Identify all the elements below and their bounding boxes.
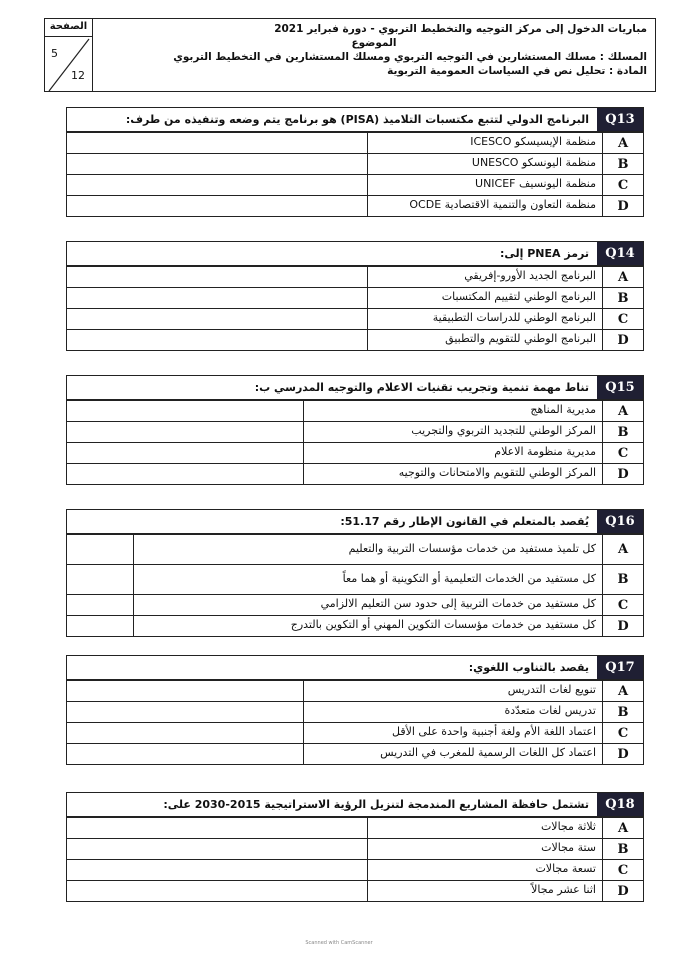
option-text: البرنامج الوطني للدراسات التطبيقية — [367, 309, 603, 329]
question-header — [67, 242, 643, 266]
subject-line: المادة : تحليل نص في السياسات العمومية التربوية — [387, 65, 647, 77]
option-text: المركز الوطني للتجديد التربوي والتجريب — [303, 422, 603, 442]
option-text: اعتماد كل اللغات الرسمية للمغرب في التدريس — [303, 744, 603, 764]
option-letter: C — [617, 862, 629, 878]
option-text: كل مستفيد من خدمات التربية إلى حدود سن التعليم الالزامي — [133, 595, 603, 615]
question-block — [66, 375, 644, 485]
question-number: Q18 — [597, 793, 643, 816]
option-text: كل تلميذ مستفيد من خدمات مؤسسات التربية والتعليم — [133, 535, 603, 564]
option-letter: C — [617, 311, 629, 327]
header-text — [101, 22, 647, 78]
option-letter: B — [617, 704, 629, 720]
question-block — [66, 107, 644, 217]
page-divider-slash — [45, 37, 93, 93]
option-text: ثلاثة مجالات — [367, 818, 603, 838]
exam-header — [44, 18, 656, 92]
answer-option[interactable] — [67, 534, 643, 564]
question-block — [66, 792, 644, 902]
track-line: المسلك : مسلك المستشارين في التوجيه التربوي ومسلك المستشارين في التخطيط التربوي — [173, 51, 647, 63]
option-text: مديرية منظومة الاعلام — [303, 443, 603, 463]
answer-option[interactable] — [67, 195, 643, 216]
answer-option[interactable] — [67, 743, 643, 764]
option-letter: C — [617, 445, 629, 461]
option-text: تدريس لغات متعدّدة — [303, 702, 603, 722]
option-text: كل مستفيد من الخدمات التعليمية أو التكوينية أو هما معاً — [133, 565, 603, 594]
option-letter: B — [617, 841, 629, 857]
answer-option[interactable] — [67, 174, 643, 195]
option-letter: C — [617, 597, 629, 613]
option-letter: B — [617, 424, 629, 440]
question-text: ترمز PNEA إلى: — [499, 247, 589, 260]
question-text: البرنامج الدولي لتتبع مكتسبات التلاميذ (PISA) هو برنامج يتم وضعه وتنفيذه من طرف: — [125, 113, 589, 126]
question-number: Q13 — [597, 108, 643, 131]
answer-option[interactable] — [67, 838, 643, 859]
option-letter: B — [617, 290, 629, 306]
question-header — [67, 793, 643, 817]
question-text: يقصد بالتناوب اللغوي: — [468, 661, 589, 674]
answer-option[interactable] — [67, 153, 643, 174]
answer-option[interactable] — [67, 463, 643, 484]
answer-option[interactable] — [67, 266, 643, 287]
page-number-box — [45, 19, 93, 91]
option-text: البرنامج الوطني للتقويم والتطبيق — [367, 330, 603, 350]
answer-option[interactable] — [67, 680, 643, 701]
option-letter: D — [617, 198, 629, 214]
option-text: المركز الوطني للتقويم والامتحانات والتوجيه — [303, 464, 603, 484]
answer-option[interactable] — [67, 722, 643, 743]
question-block — [66, 241, 644, 351]
question-number: Q14 — [597, 242, 643, 265]
page-label: الصفحة — [45, 19, 92, 37]
option-text: مديرية المناهج — [303, 401, 603, 421]
option-text: منظمة اليونسيف UNICEF — [367, 175, 603, 195]
question-text: تشتمل حافظة المشاريع المندمجة لتنزيل الرؤية الاستراتيجية 2015-2030 على: — [163, 798, 589, 811]
page-current: 5 — [51, 47, 58, 60]
answer-option[interactable] — [67, 615, 643, 636]
subject-heading: الموضوع — [351, 37, 397, 49]
option-letter: D — [617, 466, 629, 482]
option-letter: D — [617, 883, 629, 899]
question-number: Q17 — [597, 656, 643, 679]
option-letter: D — [617, 618, 629, 634]
option-text: البرنامج الوطني لتقييم المكتسبات — [367, 288, 603, 308]
question-header — [67, 376, 643, 400]
question-text: تناط مهمة تنمية وتجريب تقنيات الاعلام والتوجيه المدرسي ب: — [254, 381, 589, 394]
option-text: اثنا عشر مجالاً — [367, 881, 603, 901]
answer-option[interactable] — [67, 400, 643, 421]
question-number: Q15 — [597, 376, 643, 399]
answer-option[interactable] — [67, 817, 643, 838]
question-header — [67, 108, 643, 132]
answer-option[interactable] — [67, 701, 643, 722]
option-text: اعتماد اللغة الأم ولغة أجنبية واحدة على الأقل — [303, 723, 603, 743]
answer-option[interactable] — [67, 594, 643, 615]
option-letter: A — [617, 403, 629, 419]
option-letter: A — [617, 135, 629, 151]
option-text: منظمة اليونسكو UNESCO — [367, 154, 603, 174]
option-letter: D — [617, 746, 629, 762]
answer-option[interactable] — [67, 132, 643, 153]
question-text: يُقصد بالمتعلم في القانون الإطار رقم 51.17: — [340, 515, 589, 528]
question-block — [66, 509, 644, 637]
option-text: تسعة مجالات — [367, 860, 603, 880]
option-letter: C — [617, 725, 629, 741]
answer-option[interactable] — [67, 859, 643, 880]
option-letter: C — [617, 177, 629, 193]
answer-option[interactable] — [67, 287, 643, 308]
option-letter: A — [617, 820, 629, 836]
answer-option[interactable] — [67, 329, 643, 350]
option-letter: A — [617, 542, 629, 557]
answer-option[interactable] — [67, 421, 643, 442]
scanner-watermark: Scanned with CamScanner — [305, 940, 373, 946]
question-header — [67, 510, 643, 534]
option-text: منظمة التعاون والتنمية الاقتصادية OCDE — [367, 196, 603, 216]
page-total: 12 — [71, 69, 85, 82]
answer-option[interactable] — [67, 308, 643, 329]
answer-option[interactable] — [67, 564, 643, 594]
option-letter: D — [617, 332, 629, 348]
option-text: منظمة الإيسيسكو ICESCO — [367, 133, 603, 153]
option-text: تنويع لغات التدريس — [303, 681, 603, 701]
option-letter: A — [617, 683, 629, 699]
question-number: Q16 — [597, 510, 643, 533]
answer-option[interactable] — [67, 442, 643, 463]
option-letter: B — [617, 156, 629, 172]
question-header — [67, 656, 643, 680]
option-letter: B — [617, 572, 629, 587]
option-letter: A — [617, 269, 629, 285]
answer-option[interactable] — [67, 880, 643, 901]
option-text: البرنامج الجديد الأورو-إفريقي — [367, 267, 603, 287]
question-block — [66, 655, 644, 765]
exam-title: مباريات الدخول إلى مركز التوجيه والتخطيط التربوي - دورة فبراير 2021 — [274, 23, 647, 35]
option-text: كل مستفيد من خدمات مؤسسات التكوين المهني أو التكوين بالتدرج — [133, 616, 603, 636]
option-text: ستة مجالات — [367, 839, 603, 859]
